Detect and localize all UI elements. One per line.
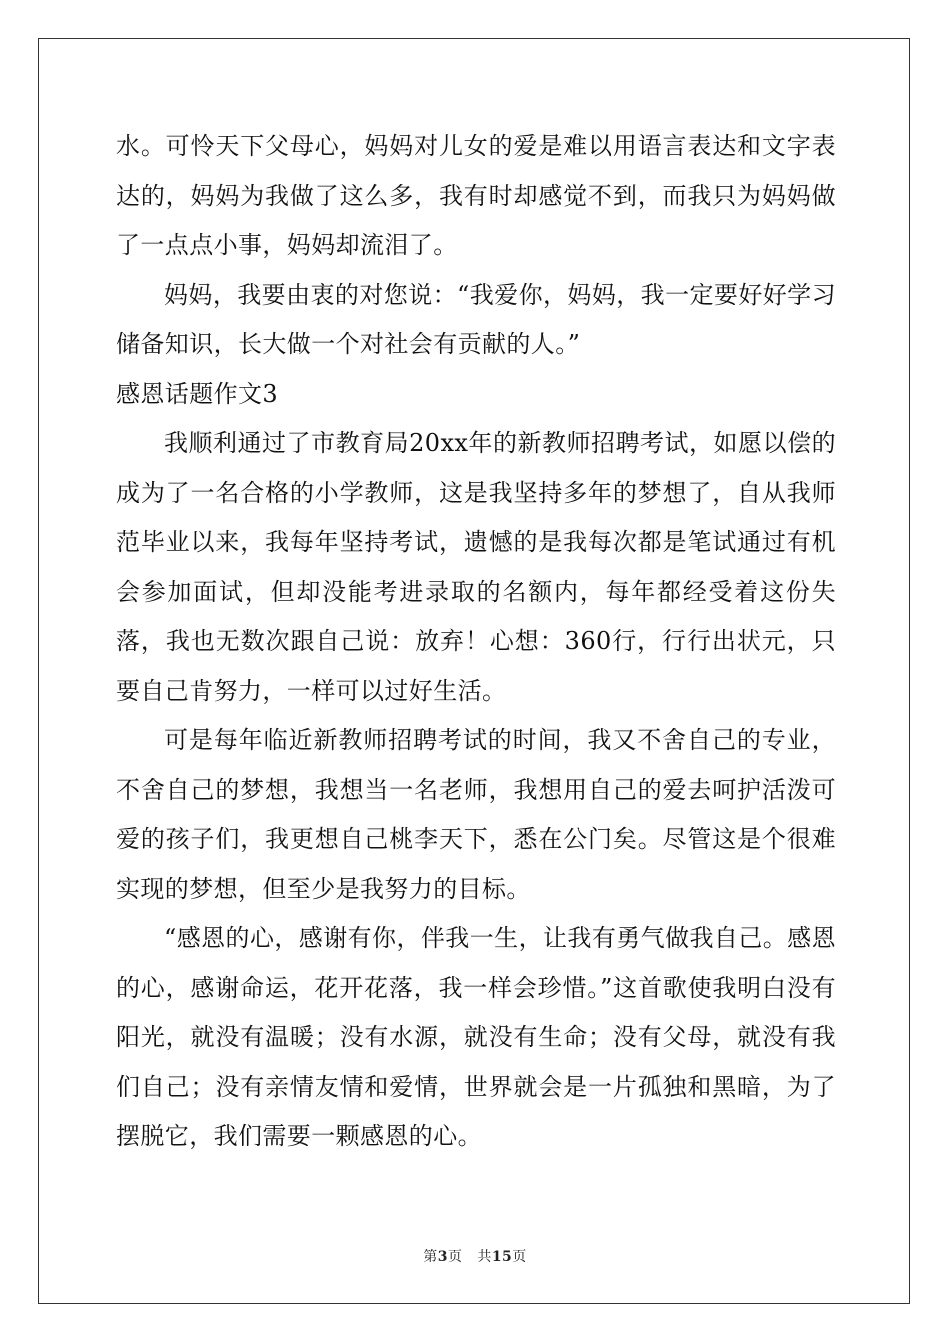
section-heading: 感恩话题作文3 (116, 379, 279, 408)
paragraph-mother-quote: 妈妈，我要由衷的对您说：“我爱你，妈妈，我一定要好好学习储备知识，长大做一个对社会有贡献的人。” (116, 280, 836, 358)
footer-current-page: 3 (437, 1249, 448, 1265)
document-body (116, 122, 836, 1162)
paragraph-continuation: 水。可怜天下父母心，妈妈对儿女的爱是难以用语言表达和文字表达的，妈妈为我做了这么多，我有时却感觉不到，而我只为妈妈做了一点点小事，妈妈却流泪了。 (116, 132, 836, 259)
footer-total-prefix: 共 (477, 1249, 492, 1265)
paragraph-teacher-exam: 我顺利通过了市教育局20xx年的新教师招聘考试，如愿以偿的成为了一名合格的小学教师，这是我坚持多年的梦想了，自从我师范毕业以来，我每年坚持考试，遗憾的是我每次都是笔试通过有机会参加面试，但却没能考进录取的名额内，每年都经受着这份失落，我也无数次跟自己说：放弃！心想：360行，行行出状元，只要自己肯努力，一样可以过好生活。 (116, 429, 836, 705)
footer-prefix: 第 (423, 1249, 438, 1265)
page-footer (0, 1246, 950, 1266)
footer-page-unit: 页 (447, 1249, 463, 1265)
footer-total-unit: 页 (512, 1249, 527, 1265)
paragraph-teacher-dream: 可是每年临近新教师招聘考试的时间，我又不舍自己的专业，不舍自己的梦想，我想当一名老师，我想用自己的爱去呵护活泼可爱的孩子们，我更想自己桃李天下，悉在公门矣。尽管这是个很难实现的梦想，但至少是我努力的目标。 (116, 726, 836, 903)
paragraph-grateful-heart: “感恩的心，感谢有你，伴我一生，让我有勇气做我自己。感恩的心，感谢命运，花开花落，我一样会珍惜。”这首歌使我明白没有阳光，就没有温暖；没有水源，就没有生命；没有父母，就没有我们自己；没有亲情友情和爱情，世界就会是一片孤独和黑暗，为了摆脱它，我们需要一颗感恩的心。 (116, 924, 836, 1150)
footer-total-pages: 15 (491, 1249, 513, 1265)
